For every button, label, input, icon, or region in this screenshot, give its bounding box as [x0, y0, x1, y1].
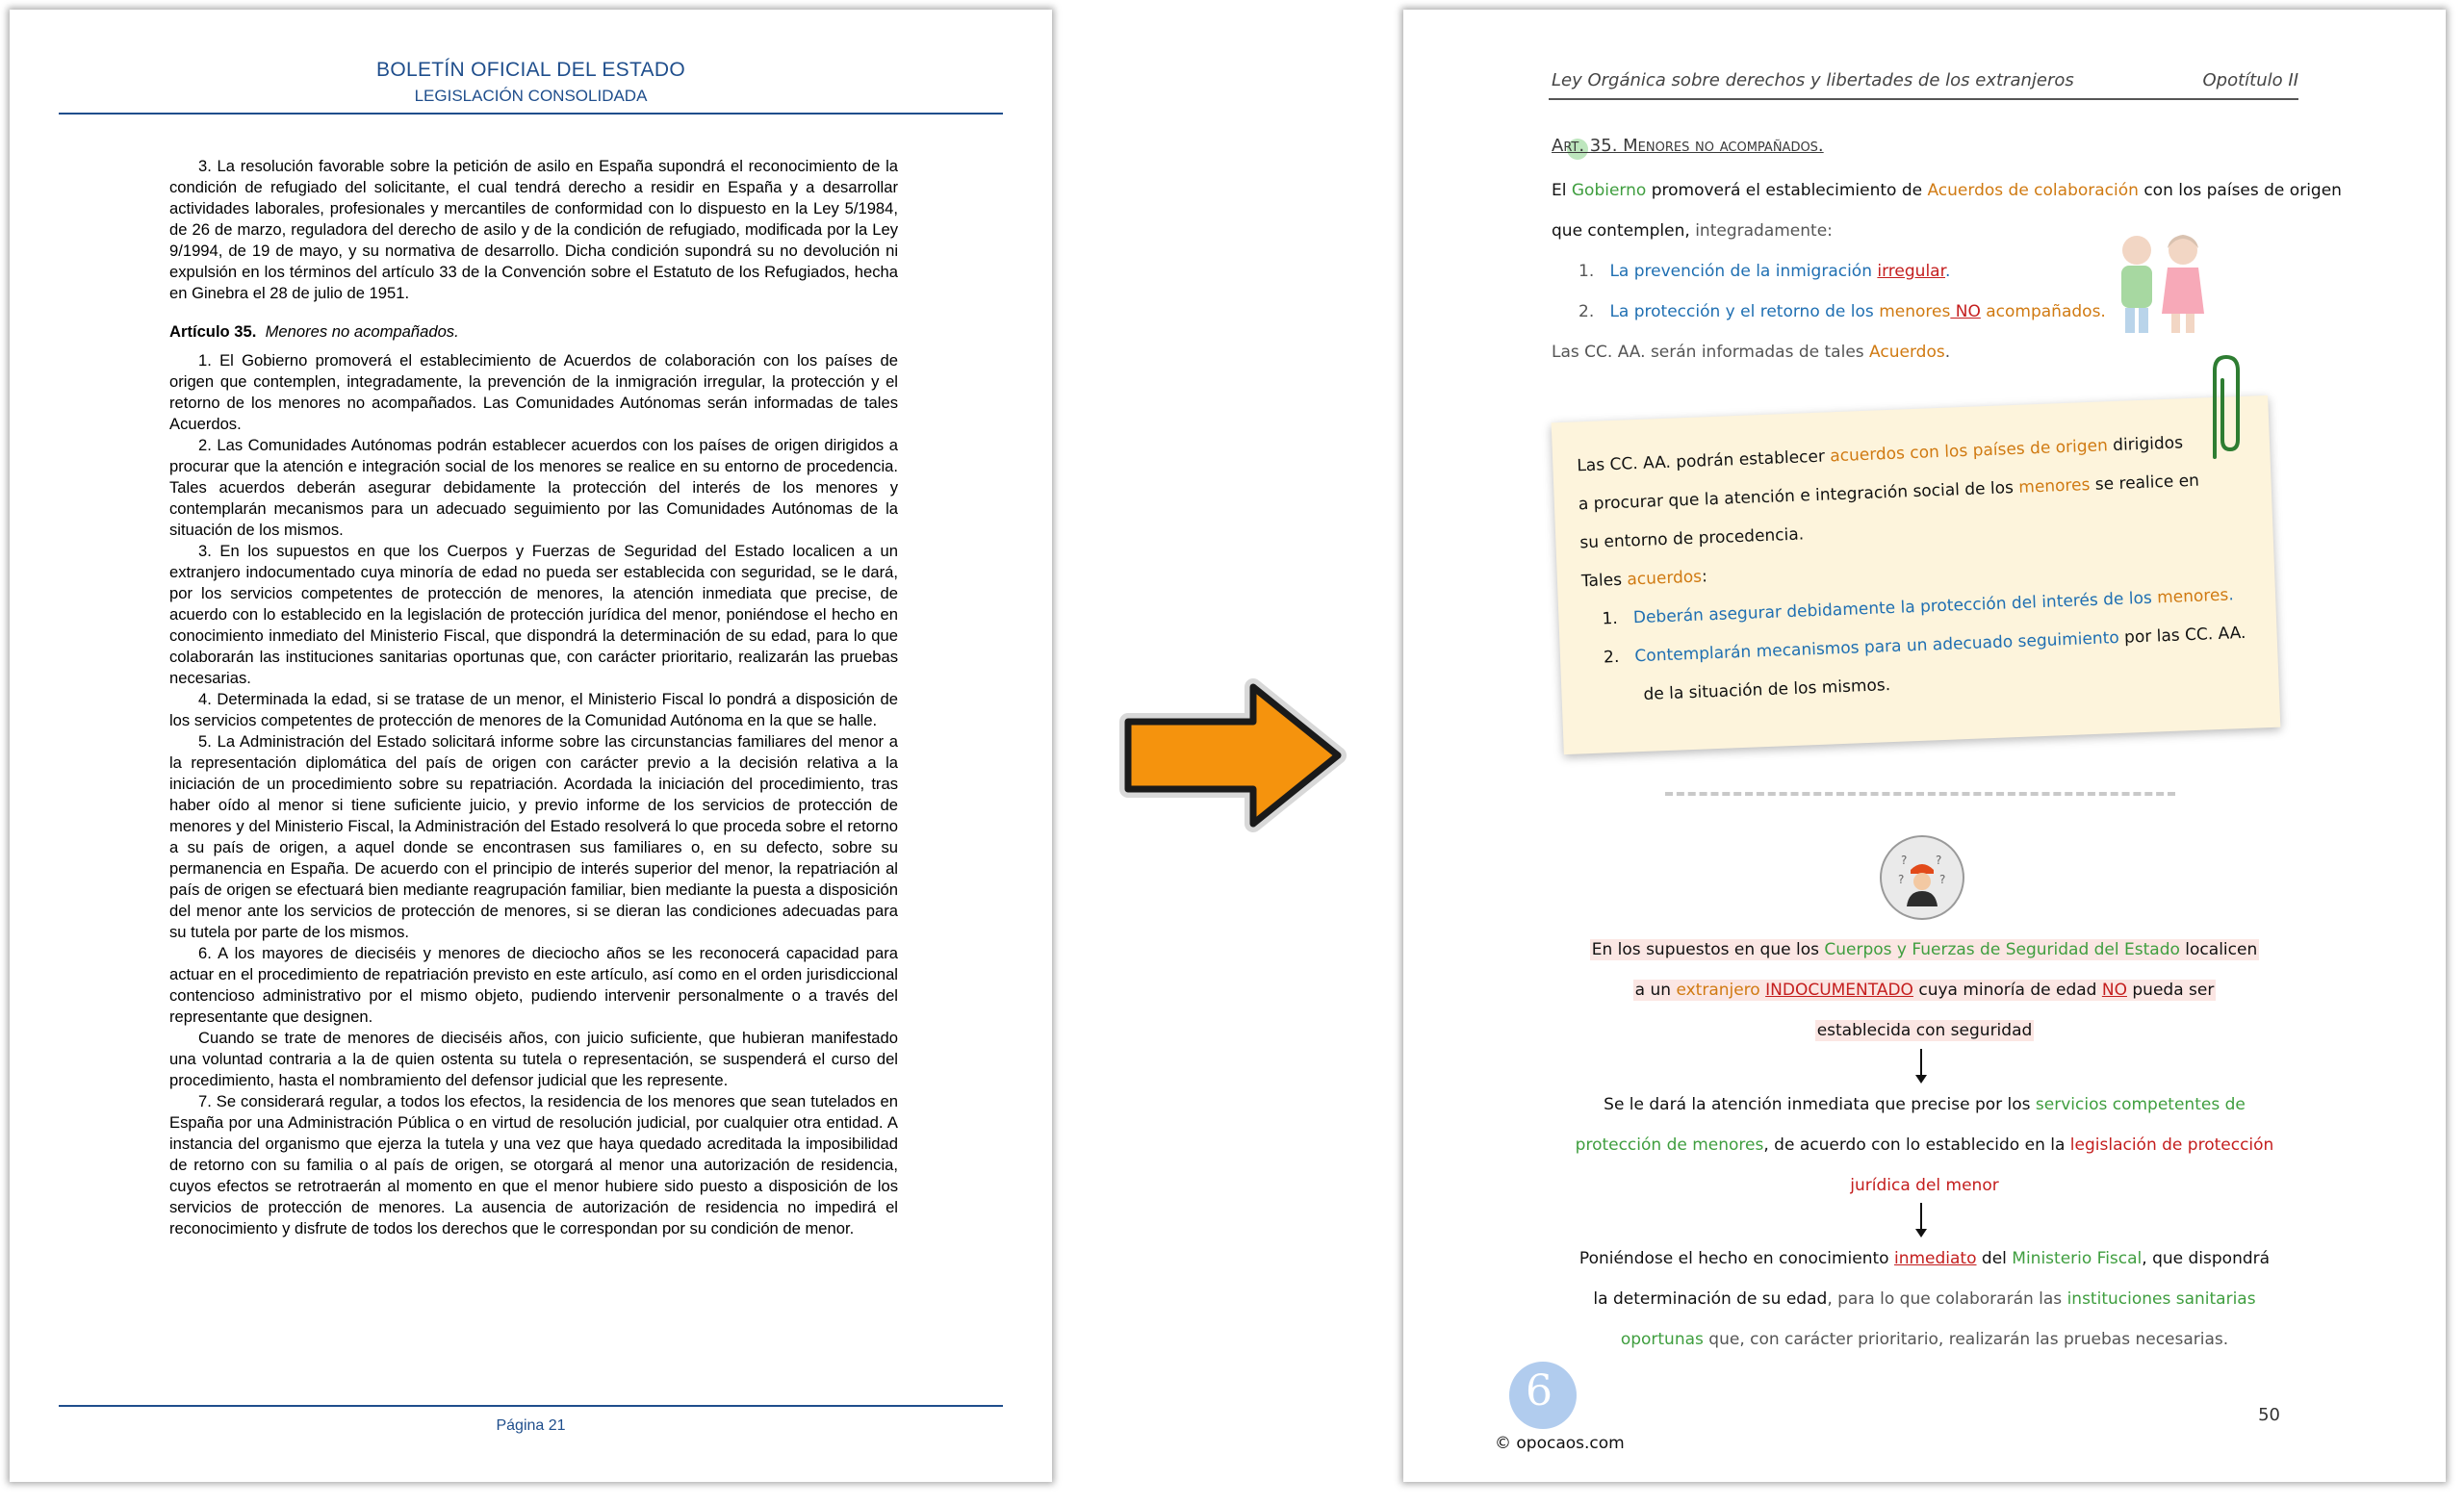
paragraph: 4. Determinada la edad, si se tratase de un menor, el Ministerio Fiscal lo pondrá a disposición de los servicios competentes de protección de menores de la Comunidad Autónoma en la que se halle. — [169, 690, 898, 729]
article-label: Artículo 35. — [169, 322, 257, 341]
header-section: Opotítulo II — [2202, 70, 2298, 90]
paragraph: 1. El Gobierno promoverá el establecimiento de Acuerdos de colaboración con los países de origen que contemplen, integradamente, la prevención de la inmigración irregular, la protección y el retorno de los menores no acompañados. Las Comunidades Autónomas serán informadas de tales Acuerdos. — [169, 351, 898, 433]
svg-text:?: ? — [1939, 873, 1946, 886]
paperclip-icon — [2197, 351, 2255, 467]
boe-page — [10, 10, 1052, 1482]
footer-rule — [59, 1405, 1003, 1407]
flow-block-3: Poniéndose el hecho en conocimiento inmediato del Ministerio Fiscal, que dispondrá la determinación de su edad, para lo que colaborarán las instituciones sanitarias oportunas que, con carácter prioritario, realizarán las pruebas necesarias. — [1578, 1249, 2271, 1349]
article-heading: Art. 35. Menores no acompañados. — [1552, 136, 1824, 156]
svg-text:?: ? — [1936, 854, 1942, 867]
study-page — [1403, 10, 2446, 1482]
note-line: Tales acuerdos: — [1580, 567, 1708, 592]
intro-line-2: que contemplen, integradamente: — [1552, 221, 1833, 241]
svg-text:?: ? — [1898, 873, 1905, 886]
list-item: 1. La prevención de la inmigración irregular. — [1578, 262, 1951, 281]
boe-body — [169, 156, 898, 1239]
paragraph: 6. A los mayores de dieciséis y menores de dieciocho años se les reconocerá capacidad para actuar en el procedimiento de repatriación previsto en este artículo, así como en el orden jurisdiccional contencioso administrativo por el mismo objeto, pudiendo intervenir personalmente o a través del representante que designen. — [169, 944, 898, 1026]
note-list-item: 1. Deberán asegurar debidamente la protección del interés de los menores. — [1602, 585, 2235, 629]
boe-title: BOLETÍN OFICIAL DEL ESTADO — [376, 59, 685, 81]
paragraph: 2. Las Comunidades Autónomas podrán establecer acuerdos con los países de origen dirigidos a procurar que la atención e integración social de los menores se realice en su entorno de procedencia. Tales acuerdos deberán asegurar debidamente la protección del interés de los menores y contemplarán mecanismos para un adecuado seguimiento por las Comunidades Autónomas de la situación de los mismos. — [169, 436, 898, 539]
logo-text: © opocaos.com — [1495, 1434, 1625, 1453]
list-item: 2. La protección y el retorno de los menores NO acompañados. — [1578, 302, 2106, 321]
note-line: de la situación de los mismos. — [1643, 676, 1891, 704]
note-list-item: 2. Contemplarán mecanismos para un adecuado seguimiento por las CC. AA. — [1603, 623, 2246, 668]
header-rule — [1549, 98, 2298, 100]
arrow-down-icon — [1920, 1203, 1922, 1232]
paragraph: 3. En los supuestos en que los Cuerpos y Fuerzas de Seguridad del Estado localicen a un extranjero indocumentado cuya minoría de edad no pueda ser establecida con seguridad, se le dará, por los servicios competentes de protección de menores, la atención inmediata que precise, de acuerdo con lo establecido en la legislación de protección jurídica del menor, poniéndose el hecho en conocimiento inmediato del Ministerio Fiscal, que dispondrá la determinación de su edad, para lo que colaborarán las instituciones sanitarias oportunas que, con carácter prioritario, realizarán las pruebas necesarias. — [169, 542, 898, 687]
article-heading — [169, 321, 898, 343]
flow-block-2: Se le dará la atención inmediata que precise por los servicios competentes de protección de menores, de acuerdo con lo establecido en la legislación de protección jurídica del menor — [1575, 1095, 2274, 1195]
right-arrow-icon — [1109, 674, 1359, 837]
header-title: Ley Orgánica sobre derechos y libertades de los extranjeros — [1552, 70, 2074, 90]
svg-text:?: ? — [1901, 854, 1908, 867]
intro-paragraph: 3. La resolución favorable sobre la petición de asilo en España supondrá el reconocimiento de la condición de refugiado del solicitante, el cual tendrá derecho a residir en España y a desarrollar actividades laborales, profesionales y mercantiles de conformidad con lo dispuesto en la Ley 5/1984, de 26 de marzo, reguladora del derecho de asilo y de la condición de refugiado, modificada por la Ley 9/1994, de 19 de mayo, y su normativa de desarrollo. Dicha condición supondrá su no devolución ni expulsión en los términos del artículo 33 de la Convención sobre el Estatuto de los Refugiados, hecha en Ginebra el 28 de julio de 1951. — [169, 157, 898, 302]
divider — [1665, 792, 2175, 796]
page-number: 50 — [2258, 1405, 2280, 1425]
children-icon — [2108, 221, 2214, 346]
article-title: Menores no acompañados. — [265, 322, 459, 341]
note-line: Las CC. AA. podrán establecer acuerdos con los países de origen dirigidos — [1577, 433, 2184, 476]
logo-glyph: 6 — [1526, 1366, 1553, 1416]
note-line: su entorno de procedencia. — [1579, 524, 1805, 553]
paragraph: 5. La Administración del Estado solicitará informe sobre las circunstancias familiares del menor a la representación diplomática del país de origen con carácter previo a la decisión relativa a la iniciación de un procedimiento sobre su repatriación. Acordada la iniciación del procedimiento, tras haber oído al menor si tiene suficiente juicio, y previo informe de los servicios de protección de menores y del Ministerio Fiscal, la Administración del Estado resolverá lo que proceda sobre el retorno a su país de origen, a aquel donde se encontrasen sus familiares o, en su defecto, sobre su permanencia en España. De acuerdo con el principio de interés superior del menor, la repatriación al país de origen se efectuará bien mediante reagrupación familiar, bien mediante la puesta a disposición del menor ante los servicios de protección de menores, si se dieran las condiciones adecuadas para su tutela por parte de los mismos. — [169, 732, 898, 941]
informed-line: Las CC. AA. serán informadas de tales Acuerdos. — [1552, 343, 1951, 362]
sticky-note — [1552, 395, 2281, 754]
page-footer: Página 21 — [496, 1417, 566, 1434]
paragraph: Cuando se trate de menores de dieciséis años, con juicio suficiente, que hubieran manifestado una voluntad contraria a la de quien ostenta su tutela o representación, se suspenderá el curso del procedimiento, hasta el nombramiento del defensor judicial que les represente. — [169, 1029, 898, 1089]
police-avatar-icon — [1880, 835, 1964, 920]
boe-subtitle: LEGISLACIÓN CONSOLIDADA — [414, 87, 648, 105]
header-rule — [59, 113, 1003, 115]
paragraph: 7. Se considerará regular, a todos los efectos, la residencia de los menores que sean tutelados en España por una Administración Pública o en virtud de resolución judicial, por cualquier otra entidad. A instancia del organismo que ejerza la tutela y una vez que haya quedado acreditada la imposibilidad de retorno con su familia o al país de origen, se otorgará al menor una autorización de residencia, cuyos efectos se retrotraerán al momento en que el menor hubiere sido puesto a disposición de los servicios de protección de menores. La ausencia de autorización de residencia no impedirá el reconocimiento y disfrute de todos los derechos que le correspondan por su condición de menor. — [169, 1092, 898, 1237]
flow-block-1: En los supuestos en que los Cuerpos y Fuerzas de Seguridad del Estado localicen a un extranjero INDOCUMENTADO cuya minoría de edad NO pueda ser establecida con seguridad — [1591, 940, 2258, 1040]
intro-line-1: El Gobierno promoverá el establecimiento de Acuerdos de colaboración con los países de origen — [1552, 181, 2342, 200]
note-line: a procurar que la atención e integración social de los menores se realice en — [1578, 471, 2200, 515]
arrow-down-icon — [1920, 1049, 1922, 1078]
